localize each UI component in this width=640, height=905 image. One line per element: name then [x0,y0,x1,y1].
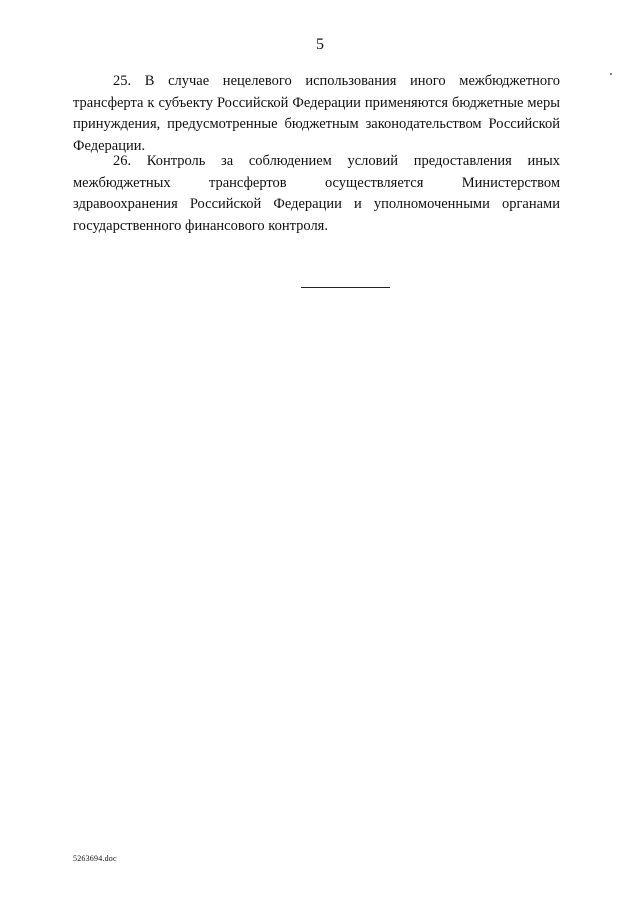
paragraph-number: 25. [113,73,132,89]
end-divider [301,287,390,288]
paragraph-25 [73,71,560,157]
paragraph-text: В случае нецелевого использования иного межбюджетного трансферта к субъекту Российской Федерации применяются бюджетные меры принуждения, предусмотренные бюджетным законодательством Российской Федерации. [73,73,560,154]
scan-mark [610,73,612,75]
page-number: 5 [316,36,324,53]
paragraph-26 [73,151,560,237]
document-id: 5263694.doc [73,854,117,863]
paragraph-text: Контроль за соблюдением условий предоставления иных межбюджетных трансфертов осуществляется Министерством здравоохранения Российской Федерации и уполномоченными органами государственного финансового контроля. [73,153,560,234]
paragraph-number: 26. [113,153,132,169]
